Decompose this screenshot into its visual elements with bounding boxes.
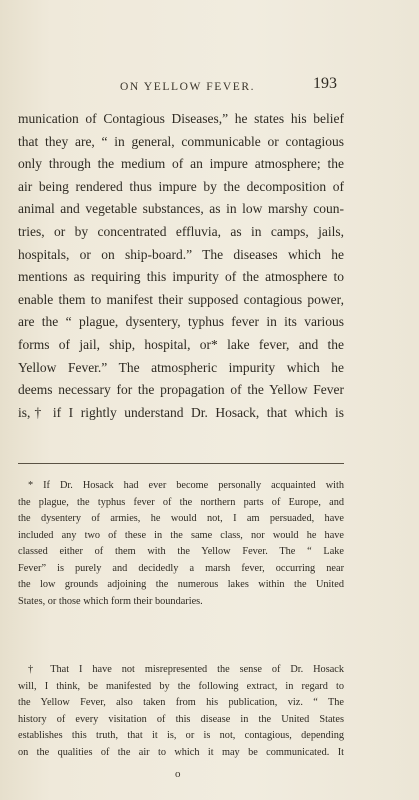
body-line: animal and vegetable substances, as in low marshy coun- bbox=[18, 201, 344, 217]
footnote-divider bbox=[18, 463, 344, 464]
body-line: air being rendered thus impure by the decomposition of bbox=[18, 178, 344, 194]
body-line: hospitals, or on ship-board.” The diseases which he bbox=[18, 246, 344, 262]
body-paragraph bbox=[18, 108, 344, 424]
footnote-line: included any two of these in the same class, nor would he have bbox=[18, 529, 344, 541]
footnote-line: * If Dr. Hosack had ever become personally acquainted with bbox=[28, 480, 344, 491]
footnote-line: will, I think, be manifested by the following extract, in regard to bbox=[18, 680, 344, 692]
body-line: deems necessary for the propagation of the Yellow Fever bbox=[18, 382, 344, 398]
body-line: mentions as requiring this impurity of the atmosphere to bbox=[18, 269, 344, 285]
signature-mark: o bbox=[175, 768, 181, 780]
footnote-lake-fever bbox=[18, 478, 344, 610]
footnote-line: history of every visitation of this disease in the United States bbox=[18, 713, 344, 725]
body-line: tries, or by concentrated effluvia, as in camps, jails, bbox=[18, 223, 344, 239]
footnote-hosack-extract bbox=[18, 662, 344, 761]
body-line: only through the medium of an impure atmosphere; the bbox=[18, 156, 344, 172]
footnote-line: the dysentery of armies, he would not, I am persuaded, have bbox=[18, 513, 344, 524]
footnote-line: the Yellow Fever, also taken from his publication, viz. “ The bbox=[18, 697, 344, 708]
body-line: forms of jail, ship, hospital, or* lake fever, and the bbox=[18, 336, 344, 352]
footnote-line: † That I have not misrepresented the sense of Dr. Hosack bbox=[28, 664, 344, 675]
body-line: enable them to manifest their supposed contagious power, bbox=[18, 291, 344, 307]
body-line: munication of Contagious Diseases,” he states his belief bbox=[18, 111, 344, 126]
body-line: are the “ plague, dysentery, typhus fever in its various bbox=[18, 314, 344, 330]
footnote-line: establishes this truth, that it is, or is not, contagious, depending bbox=[18, 730, 344, 741]
footnote-line: States, or those which form their boundaries. bbox=[18, 595, 203, 607]
page-header bbox=[0, 75, 419, 99]
running-title: ON YELLOW FEVER. bbox=[120, 81, 256, 93]
page-number: 193 bbox=[313, 75, 337, 92]
footnote-line: on the qualities of the air to which it may be communicated. It bbox=[18, 746, 344, 758]
footnote-line: the low grounds adjoining the numerous lakes within the United bbox=[18, 579, 344, 590]
footnote-line: Fever” is purely and decidedly a marsh fever, occurring near bbox=[18, 562, 344, 574]
footnote-line: the plague, the typhus fever of the northern parts of Europe, and bbox=[18, 496, 344, 508]
body-line: is,† if I rightly understand Dr. Hosack, that which is bbox=[18, 404, 344, 420]
footnote-line: classed either of them with the Yellow Fever. The “ Lake bbox=[18, 546, 344, 557]
body-line: Yellow Fever.” The atmospheric impurity which he bbox=[18, 359, 344, 375]
body-line: that they are, “ in general, communicable or contagious bbox=[18, 133, 344, 149]
